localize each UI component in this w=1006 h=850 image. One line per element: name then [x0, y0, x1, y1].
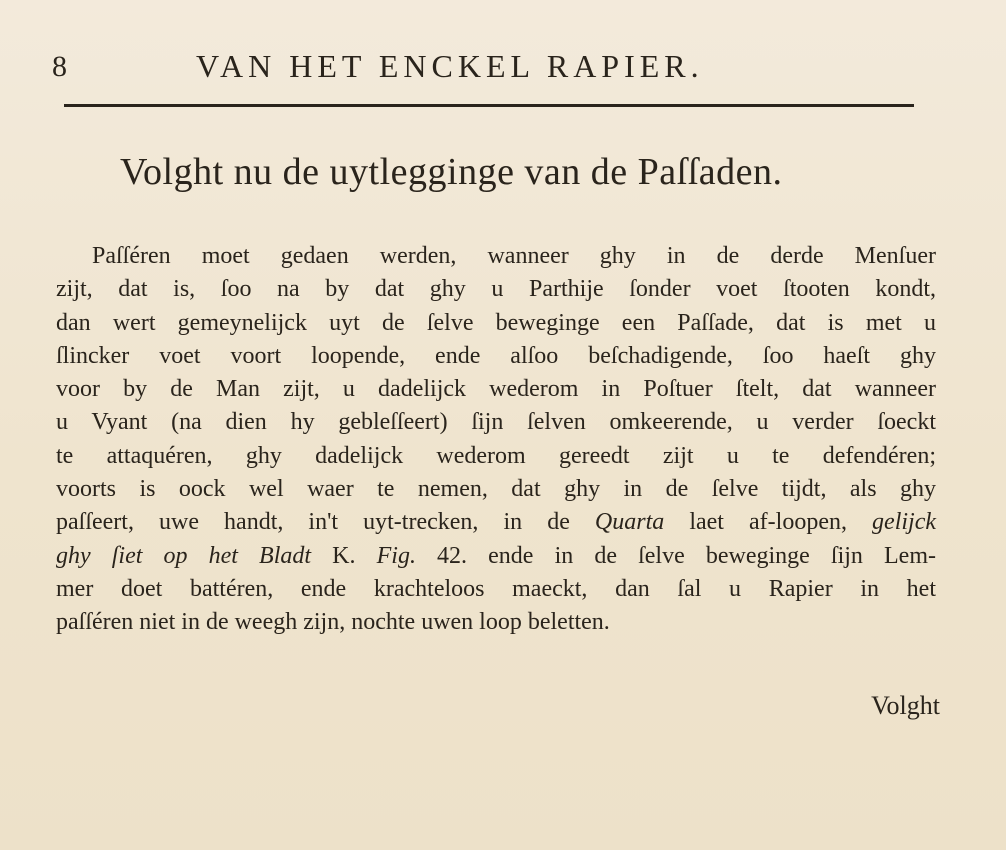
- italic-term: ghy ſiet op het Bladt: [56, 542, 312, 569]
- running-head: VAN HET ENCKEL RAPIER.: [196, 48, 704, 84]
- text-line: mer doet battéren, ende krachteloos maeckt, dan ſal u Rapier in het: [56, 575, 936, 602]
- italic-term: Fig.: [376, 542, 416, 569]
- text-line: zijt, dat is, ſoo na by dat ghy u Parthije ſonder voet ſtooten kondt,: [56, 276, 936, 303]
- page-number: 8: [52, 50, 67, 83]
- catchword: Volght: [871, 691, 940, 720]
- text-line: dan wert gemeynelijck uyt de ſelve beweginge een Paſſade, dat is met u: [56, 309, 936, 336]
- text-line: voor by de Man zijt, u dadelijck wederom in Poſtuer ſtelt, dat wanneer: [56, 376, 936, 403]
- section-title: Volght nu de uytlegginge van de Paſſaden.: [120, 151, 783, 193]
- body-paragraph: [56, 240, 936, 640]
- text-line: [56, 540, 936, 573]
- text-line: voorts is oock wel waer te nemen, dat ghy in de ſelve tijdt, als ghy: [56, 476, 936, 503]
- text-line: u Vyant (na dien hy gebleſſeert) ſijn ſelven omkeerende, u verder ſoeckt: [56, 409, 936, 436]
- text-line: [56, 506, 936, 539]
- italic-term: gelijck: [872, 509, 937, 536]
- text-line: te attaquéren, ghy dadelijck wederom gereedt zijt u te defendéren;: [56, 442, 936, 469]
- text-run: K.: [311, 542, 377, 569]
- italic-term: Quarta: [594, 509, 665, 536]
- text-run: paſſeert, uwe handt, in't uyt-trecken, in de: [56, 509, 595, 536]
- text-run: laet af-loopen,: [664, 509, 873, 536]
- text-line: Paſſéren moet gedaen werden, wanneer ghy in de derde Menſuer: [92, 243, 936, 269]
- text-run: 42. ende in de ſelve beweginge ſijn Lem-: [415, 542, 936, 569]
- header-rule: [64, 104, 914, 107]
- text-line: ſlincker voet voort loopende, ende alſoo beſchadigende, ſoo haeſt ghy: [56, 342, 936, 369]
- text-line: paſſéren niet in de weegh zijn, nochte uwen loop beletten.: [56, 609, 610, 636]
